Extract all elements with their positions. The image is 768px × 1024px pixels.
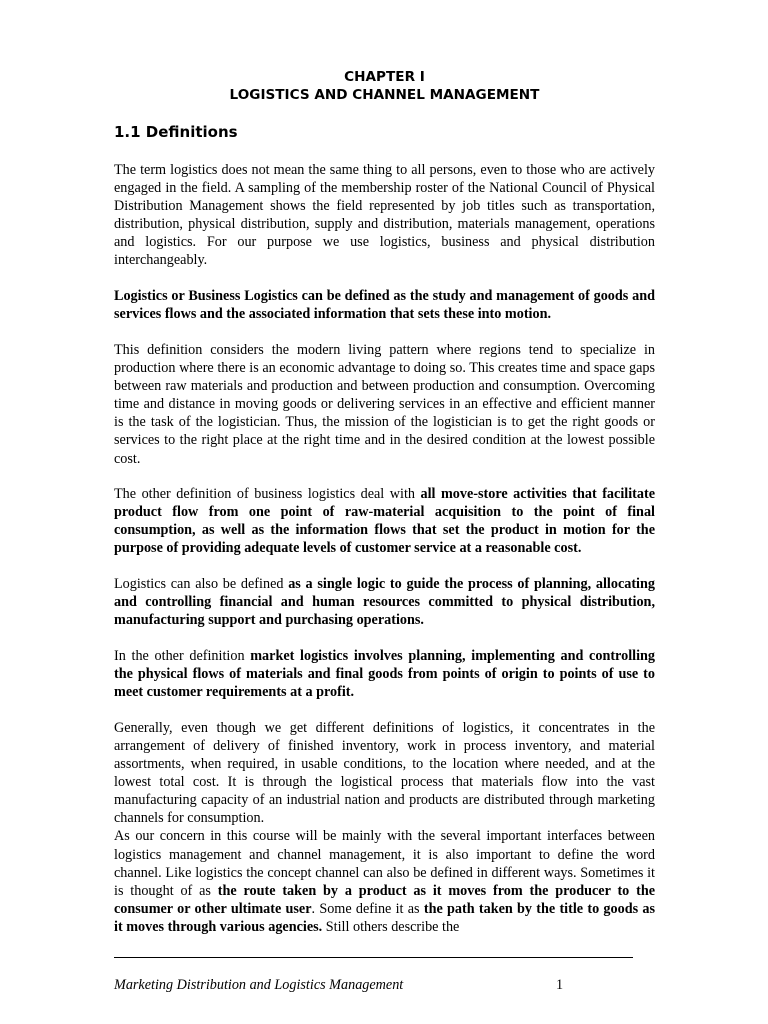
channel-path-definition: the path taken by the title to goods as it moves through various agencies. bbox=[114, 900, 655, 935]
paragraph-explanation: This definition considers the modern living pattern where regions tend to specialize in production where there is an economic advantage to doing so. This creates time and space gaps between raw materials and production and between production and consumption. Overcoming time and distance in moving goods or delivering services in an effective and efficient manner is the task of the logistician. Thus, the mission of the logistician is to get the right goods or services to the right place at the right time and in the desired condition at the lowest possible cost. bbox=[114, 341, 655, 467]
channel-route-definition: the route taken by a product as it moves from the producer to the consumer or other ultimate user bbox=[114, 882, 656, 917]
paragraph-market-logistics bbox=[114, 647, 655, 701]
channel-text-a: As our concern in this course will be mainly with the several important interfaces between logistics management and channel management, it is also important to define the word channel. Like logistics the concept channel can also be defined in different ways. Sometimes it is thought of as bbox=[114, 828, 655, 899]
market-logistics-definition: market logistics involves planning, implementing and controlling the physical flows of materials and final goods from points of origin to points of use to meet customer requirements at a profit. bbox=[114, 648, 655, 701]
body-text bbox=[114, 161, 655, 936]
paragraph-single-logic bbox=[114, 575, 655, 629]
section-title: 1.1 Definitions bbox=[114, 123, 238, 141]
definition-text: Logistics or Business Logistics can be defined as the study and management of goods and services flows and the associated information that sets these into motion. bbox=[114, 288, 655, 323]
single-logic-definition: as a single logic to guide the process of planning, allocating and controlling financial and human resources committed to physical distribution, manufacturing support and purchasing operations. bbox=[114, 576, 655, 629]
paragraph-move-store bbox=[114, 485, 655, 557]
paragraph-channel bbox=[114, 827, 655, 936]
footer-rule bbox=[114, 957, 633, 958]
chapter-heading bbox=[114, 68, 655, 104]
paragraph-definition-bold bbox=[114, 287, 655, 323]
move-store-definition: all move-store activities that facilitate product flow from one point of raw-material acquisition to the point of final consumption, as well as the information flows that set the product in motion for the purpose of providing adequate levels of customer service at a reasonable cost. bbox=[114, 486, 655, 557]
channel-text-e: Still others describe the bbox=[322, 918, 460, 935]
paragraph-generally: Generally, even though we get different definitions of logistics, it concentrates in the arrangement of delivery of finished inventory, work in process inventory, and material assortments, when required, in usable conditions, to the location where needed, and at the lowest total cost. It is through the logistical process that materials flow into the vast manufacturing capacity of an industrial nation and products are distributed through marketing channels for consumption. bbox=[114, 719, 655, 827]
move-store-lead: The other definition of business logistics deal with bbox=[114, 486, 421, 503]
chapter-number: CHAPTER I bbox=[344, 69, 425, 85]
paragraph-intro: The term logistics does not mean the same thing to all persons, even to those who are actively engaged in the field. A sampling of the membership roster of the National Council of Physical Distribution Management shows the field represented by job titles such as transportation, distribution, physical distribution, supply and distribution, materials management, operations and logistics. For our purpose we use logistics, business and physical distribution interchangeably. bbox=[114, 162, 655, 269]
market-logistics-lead: In the other definition bbox=[114, 648, 251, 665]
chapter-title: LOGISTICS AND CHANNEL MANAGEMENT bbox=[229, 87, 540, 103]
channel-text-c: . Some define it as bbox=[311, 900, 424, 917]
footer-title: Marketing Distribution and Logistics Management bbox=[114, 977, 404, 993]
single-logic-lead: Logistics can also be defined bbox=[114, 576, 289, 593]
page-number: 1 bbox=[556, 977, 564, 993]
